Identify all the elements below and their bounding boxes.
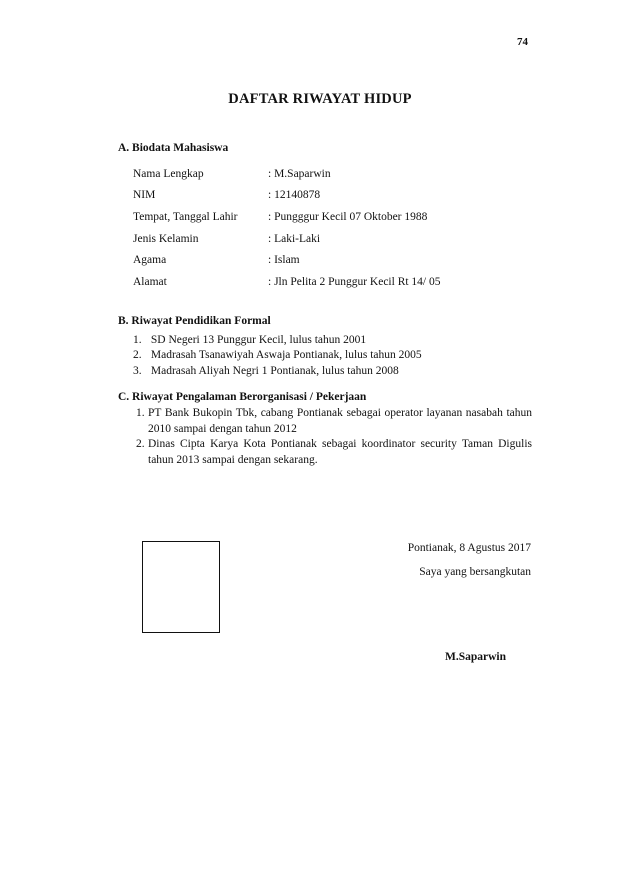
education-list — [133, 333, 422, 379]
biodata-table — [133, 163, 441, 293]
biodata-label: Jenis Kelamin — [133, 232, 199, 245]
experience-list — [136, 406, 532, 468]
page-title: DAFTAR RIWAYAT HIDUP — [228, 91, 412, 107]
biodata-value: : Islam — [268, 249, 441, 271]
biodata-label: Agama — [133, 254, 167, 267]
list-item — [133, 348, 422, 363]
signature-name: M.Saparwin — [444, 651, 506, 663]
biodata-label: Nama Lengkap — [133, 167, 204, 180]
signature-place-date: Pontianak, 8 Agustus 2017 — [407, 542, 531, 554]
list-item — [136, 406, 532, 437]
biodata-value: : M.Saparwin — [268, 163, 441, 185]
list-item — [133, 333, 422, 348]
biodata-value: : 12140878 — [268, 185, 441, 207]
list-item-text: PT Bank Bukopin Tbk, cabang Pontianak sebagai operator layanan nasabah tahun 2010 sampai dengan tahun 2012 — [148, 407, 532, 435]
biodata-value: : Pungggur Kecil 07 Oktober 1988 — [268, 206, 441, 228]
biodata-row-address — [133, 271, 441, 293]
list-item-number: 1. — [133, 334, 142, 346]
biodata-row-name — [133, 163, 441, 185]
education-heading: B. Riwayat Pendidikan Formal — [118, 315, 271, 327]
biodata-row-gender — [133, 228, 441, 250]
list-item-number: 2. — [136, 438, 145, 450]
page-number: 74 — [517, 36, 528, 48]
experience-heading: C. Riwayat Pengalaman Berorganisasi / Pekerjaan — [118, 391, 367, 403]
biodata-value: : Jln Pelita 2 Punggur Kecil Rt 14/ 05 — [268, 271, 441, 293]
list-item — [136, 437, 532, 468]
biodata-row-religion — [133, 249, 441, 271]
biodata-label: Alamat — [133, 275, 167, 288]
biodata-row-nim — [133, 185, 441, 207]
biodata-heading: A. Biodata Mahasiswa — [118, 142, 229, 154]
biodata-row-birth — [133, 206, 441, 228]
biodata-value: : Laki-Laki — [268, 228, 441, 250]
list-item-text: Madrasah Aliyah Negri 1 Pontianak, lulus tahun 2008 — [150, 364, 399, 377]
list-item-number: 1. — [136, 407, 145, 419]
list-item-text: SD Negeri 13 Punggur Kecil, lulus tahun 2001 — [150, 334, 367, 346]
list-item-number: 3. — [133, 364, 142, 377]
list-item — [133, 364, 422, 379]
biodata-label: Tempat, Tanggal Lahir — [133, 210, 238, 223]
list-item-number: 2. — [133, 349, 142, 362]
list-item-text: Dinas Cipta Karya Kota Pontianak sebagai koordinator security Taman Digulis tahun 2013 sampai dengan sekarang. — [148, 438, 532, 466]
photo-placeholder — [142, 541, 220, 633]
signature-role: Saya yang bersangkutan — [419, 566, 531, 578]
biodata-label: NIM — [133, 189, 156, 202]
list-item-text: Madrasah Tsanawiyah Aswaja Pontianak, lulus tahun 2005 — [150, 349, 422, 362]
